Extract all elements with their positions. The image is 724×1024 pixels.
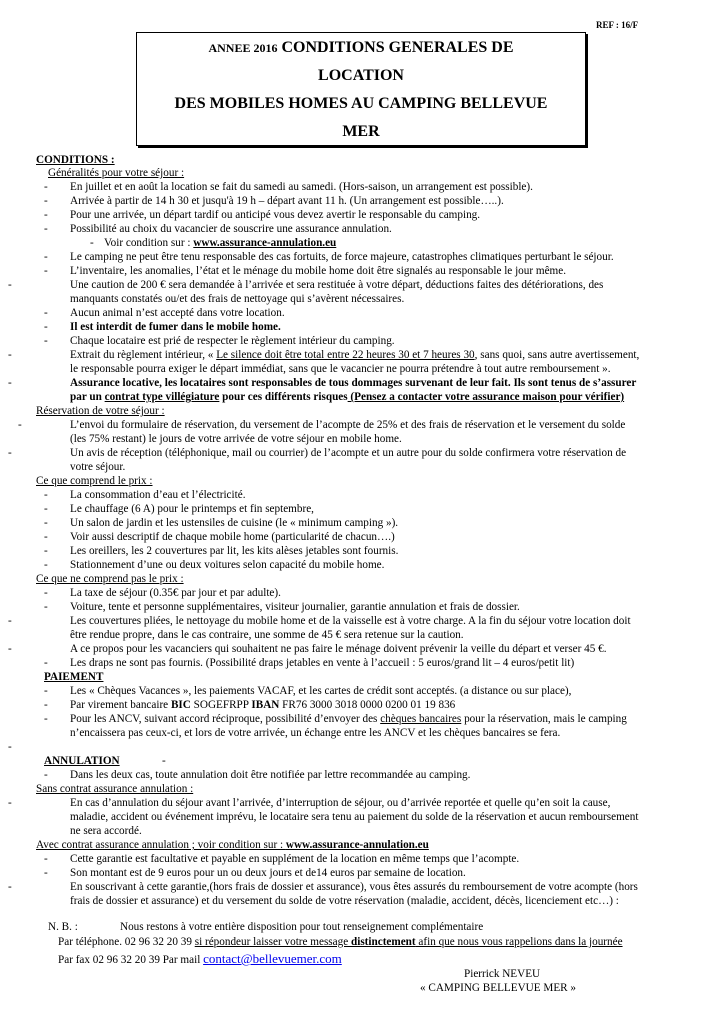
bullet: -	[8, 741, 12, 753]
bullet: -	[44, 265, 48, 277]
without-insurance-heading: Sans contrat assurance annulation :	[36, 783, 194, 795]
general-line-11: Chaque locataire est prié de respecter le règlement intérieur du camping.	[70, 335, 395, 347]
with-insurance-line-1: Cette garantie est facultative et payable en supplément de la location en même temps que l’acompte.	[70, 853, 520, 865]
quote-suffix: , sans quoi, sans autre avertissement,	[474, 349, 640, 361]
contract-prefix: par un	[70, 391, 105, 403]
payment-line-1: Les « Chèques Vacances », les paiements VACAF, et les cartes de crédit sont acceptés. (a distance ou sur place),	[70, 685, 572, 697]
not-included-heading: Ce que ne comprend pas le prix :	[36, 573, 184, 585]
included-item: Stationnement d’une ou deux voitures selon capacité du mobile home.	[70, 559, 385, 571]
insurance-link-line	[104, 237, 336, 250]
reservation-line-2a: Un avis de réception (téléphonique, mail ou courrier) de l’acompte et un autre pour du solde confirmera votre réservation de	[70, 447, 627, 459]
title-line-1	[137, 39, 585, 57]
included-item: Voir aussi descriptif de chaque mobile home (particularité de chacun….)	[70, 531, 395, 543]
bank-transfer-line	[70, 699, 455, 712]
nb-label: N. B. :	[48, 921, 78, 933]
signatory-name: Pierrick NEVEU	[464, 968, 541, 980]
bullet: -	[44, 223, 48, 235]
bullet: -	[8, 797, 12, 809]
bullet: -	[44, 685, 48, 697]
conditions-heading: CONDITIONS :	[36, 154, 115, 166]
contract-mid: pour ces différents risques	[219, 391, 348, 403]
distinctly-word: distinctement	[350, 936, 416, 948]
insurance-link-2[interactable]: www.assurance-annulation.eu	[285, 839, 429, 851]
bullet: -	[44, 769, 48, 781]
quote-prefix: Extrait du règlement intérieur, «	[70, 349, 217, 361]
not-included-line-4: A ce propos pour les vacanciers qui souhaitent ne pas faire le ménage doivent prévenir la veille du départ et verser 45 €.	[70, 643, 607, 655]
title-text-1: CONDITIONS GENERALES DE	[281, 39, 514, 56]
general-line-12a	[70, 349, 639, 362]
included-heading: Ce que comprend le prix :	[36, 475, 153, 487]
bank-cheques: chèques bancaires	[380, 713, 462, 725]
bullet: -	[8, 447, 12, 459]
bullet: -	[90, 237, 94, 249]
bullet: -	[44, 209, 48, 221]
general-line-8a: Une caution de 200 € sera demandée à l’arrivée et sera restituée à votre départ, déductions faites des détériorations, des	[70, 279, 604, 291]
with-insurance-line-3a: En souscrivant à cette garantie,(hors frais de dossier et assurance), vous êtes assurés du remboursement de votre acompte (hors	[70, 881, 638, 893]
bic-label: BIC	[170, 699, 191, 711]
iban-label: IBAN	[251, 699, 280, 711]
included-item: La consommation d’eau et l’électricité.	[70, 489, 246, 501]
with-insurance-heading	[36, 839, 429, 852]
not-included-line-3b: être rendue propre, dans le cas contraire, une somme de 45 € sera retenue sur la caution.	[70, 629, 464, 641]
cancellation-line-1: Dans les deux cas, toute annulation doit être notifiée par lettre recommandée au camping.	[70, 769, 471, 781]
fax-line	[58, 952, 342, 967]
bullet: -	[44, 517, 48, 529]
insurance-link[interactable]: www.assurance-annulation.eu	[193, 237, 337, 249]
voicemail-note: si répondeur laisser votre message	[194, 936, 351, 948]
phone-line	[58, 936, 623, 949]
bullet: -	[44, 181, 48, 193]
bullet: -	[44, 251, 48, 263]
bullet: -	[18, 419, 22, 431]
bullet: -	[44, 545, 48, 557]
title-line-3: DES MOBILES HOMES AU CAMPING BELLEVUE	[174, 95, 548, 112]
reservation-heading: Réservation de votre séjour :	[36, 405, 165, 417]
bullet: -	[44, 195, 48, 207]
bullet: -	[44, 853, 48, 865]
not-included-line-1: La taxe de séjour (0.35€ par jour et par adulte).	[70, 587, 281, 599]
general-line-3: Pour une arrivée, un départ tardif ou anticipé vous devez avertir le responsable du camping.	[70, 209, 481, 221]
not-included-line-3a: Les couvertures pliées, le nettoyage du mobile home et de la vaisselle est à votre charge. A la fin du séjour votre location doit	[70, 615, 631, 627]
bullet: -	[44, 713, 48, 725]
bullet: -	[8, 377, 12, 389]
included-item: Un salon de jardin et les ustensiles de cuisine (le « minimum camping »).	[70, 517, 399, 529]
included-item: Le chauffage (6 A) pour le printemps et fin septembre,	[70, 503, 314, 515]
bullet: -	[8, 279, 12, 291]
bank-transfer-prefix: Par virement bancaire	[70, 699, 171, 711]
contract-type: contrat type villégiature	[104, 391, 220, 403]
bullet: -	[44, 559, 48, 571]
not-included-line-2: Voiture, tente et personne supplémentaires, visiteur journalier, garantie annulation et frais de dossier.	[70, 601, 520, 613]
bullet: -	[44, 657, 48, 669]
title-year: ANNEE 2016	[208, 41, 278, 55]
general-line-6: Le camping ne peut être tenu responsable des cas fortuits, de force majeure, catastrophes climatiques perturbant le séjour.	[70, 251, 614, 263]
fax-number: Par fax 02 96 32 20 39 Par mail	[58, 954, 204, 966]
reservation-line-1b: (les 75% restant) le jours de votre arrivée de votre séjour en mobile home.	[70, 433, 402, 445]
bullet: -	[44, 335, 48, 347]
bic-value: SOGEFRPP	[190, 699, 252, 711]
signatory-camping: « CAMPING BELLEVUE MER »	[420, 982, 577, 994]
callback-note: afin que nous vous rappelions dans la journée	[415, 936, 623, 948]
nb-text: Nous restons à votre entière disposition pour tout renseignement complémentaire	[120, 921, 484, 933]
insurance-link-prefix: Voir condition sur :	[104, 237, 194, 249]
phone-number: Par téléphone. 02 96 32 20 39	[58, 936, 195, 948]
bullet: -	[44, 503, 48, 515]
general-line-13b	[70, 391, 624, 404]
general-line-9: Aucun animal n’est accepté dans votre location.	[70, 307, 285, 319]
bullet: -	[8, 881, 12, 893]
contract-note: (Pensez a contacter votre assurance maison pour vérifier)	[347, 391, 625, 403]
bullet: -	[44, 307, 48, 319]
no-smoking-rule: Il est interdit de fumer dans le mobile home.	[70, 321, 281, 333]
ancv-line-b: n’encaissera pas ceux-ci, et lors de votre arrivée, un échange entre les ANCV et les chèques bancaires se fera.	[70, 727, 561, 739]
cancellation-heading: ANNULATION	[44, 755, 120, 767]
silence-hours: Le silence doit être total entre 22 heures 30 et 7 heures 30	[216, 349, 475, 361]
cancellation-dash: -	[162, 755, 166, 767]
without-insurance-line-b: maladie, accident ou événement imprévu, le locataire sera tenu au paiement du solde de la réservation et aucun remboursement	[70, 811, 639, 823]
included-item: Les oreillers, les 2 couvertures par lit, les kits alèses jetables sont fournis.	[70, 545, 399, 557]
ancv-line-a	[70, 713, 627, 726]
bullet: -	[44, 587, 48, 599]
general-line-4: Possibilité au choix du vacancier de souscrire une assurance annulation.	[70, 223, 392, 235]
not-included-line-5: Les draps ne sont pas fournis. (Possibilité draps jetables en vente à l’accueil : 5 euros/grand lit – 4 euros/petit lit)	[70, 657, 575, 669]
ancv-suffix: pour la réservation, mais le camping	[461, 713, 627, 725]
bullet: -	[8, 615, 12, 627]
general-line-8b: manquants constatés ou/et des frais de nettoyage qui s’avèrent nécessaires.	[70, 293, 405, 305]
general-heading: Généralités pour votre séjour :	[48, 167, 185, 179]
without-insurance-line-a: En cas d’annulation du séjour avant l’arrivée, d’interruption de séjour, ou d’arrivée reportée et quelle qu’en soit la cause,	[70, 797, 611, 809]
title-line-2: LOCATION	[318, 67, 404, 84]
bullet: -	[44, 867, 48, 879]
bullet: -	[8, 643, 12, 655]
contact-email-link[interactable]: contact@bellevuemer.com	[203, 951, 342, 966]
bullet: -	[44, 489, 48, 501]
title-line-4: MER	[342, 123, 380, 140]
general-line-13a: Assurance locative, les locataires sont responsables de tous dommages survenant de leur fait. Ils sont tenus de s’assurer	[70, 377, 637, 389]
bullet: -	[44, 531, 48, 543]
without-insurance-line-c: ne sera accordé.	[70, 825, 142, 837]
bullet: -	[44, 699, 48, 711]
general-line-1: En juillet et en août la location se fait du samedi au samedi. (Hors-saison, un arrangement est possible).	[70, 181, 533, 193]
with-insurance-line-3b: frais de dossier et assurance) et du versement du solde de votre réservation (maladie, accident, décès, licenciement etc…) :	[70, 895, 619, 907]
general-line-2: Arrivée à partir de 14 h 30 et jusqu'à 19 h – départ avant 11 h. (Un arrangement est possible…..).	[70, 195, 504, 207]
with-insurance-line-2: Son montant est de 9 euros pour un ou deux jours et de14 euros par semaine de location.	[70, 867, 466, 879]
payment-heading: PAIEMENT	[44, 671, 104, 683]
title-box	[136, 32, 586, 146]
iban-value: FR76 3000 3018 0000 0200 01 19 836	[279, 699, 456, 711]
bullet: -	[44, 601, 48, 613]
ancv-prefix: Pour les ANCV, suivant accord réciproque, possibilité d’envoyer des	[70, 713, 381, 725]
bullet: -	[44, 321, 48, 333]
general-line-7: L’inventaire, les anomalies, l’état et le ménage du mobile home doit être signalés au responsable le jour même.	[70, 265, 567, 277]
reservation-line-2b: votre séjour.	[70, 461, 126, 473]
reservation-line-1a: L’envoi du formulaire de réservation, du versement de l’acompte de 25% et des frais de réservation et le versement du solde	[70, 419, 626, 431]
reference-number: REF : 16/F	[596, 20, 639, 30]
with-insurance-prefix: Avec contrat assurance annulation ; voir condition sur :	[36, 839, 286, 851]
bullet: -	[8, 349, 12, 361]
general-line-12b: le responsable pourra exiger le départ immédiat, sans que le vacancier ne pourra prétendre à tout autre remboursement ».	[70, 363, 611, 375]
